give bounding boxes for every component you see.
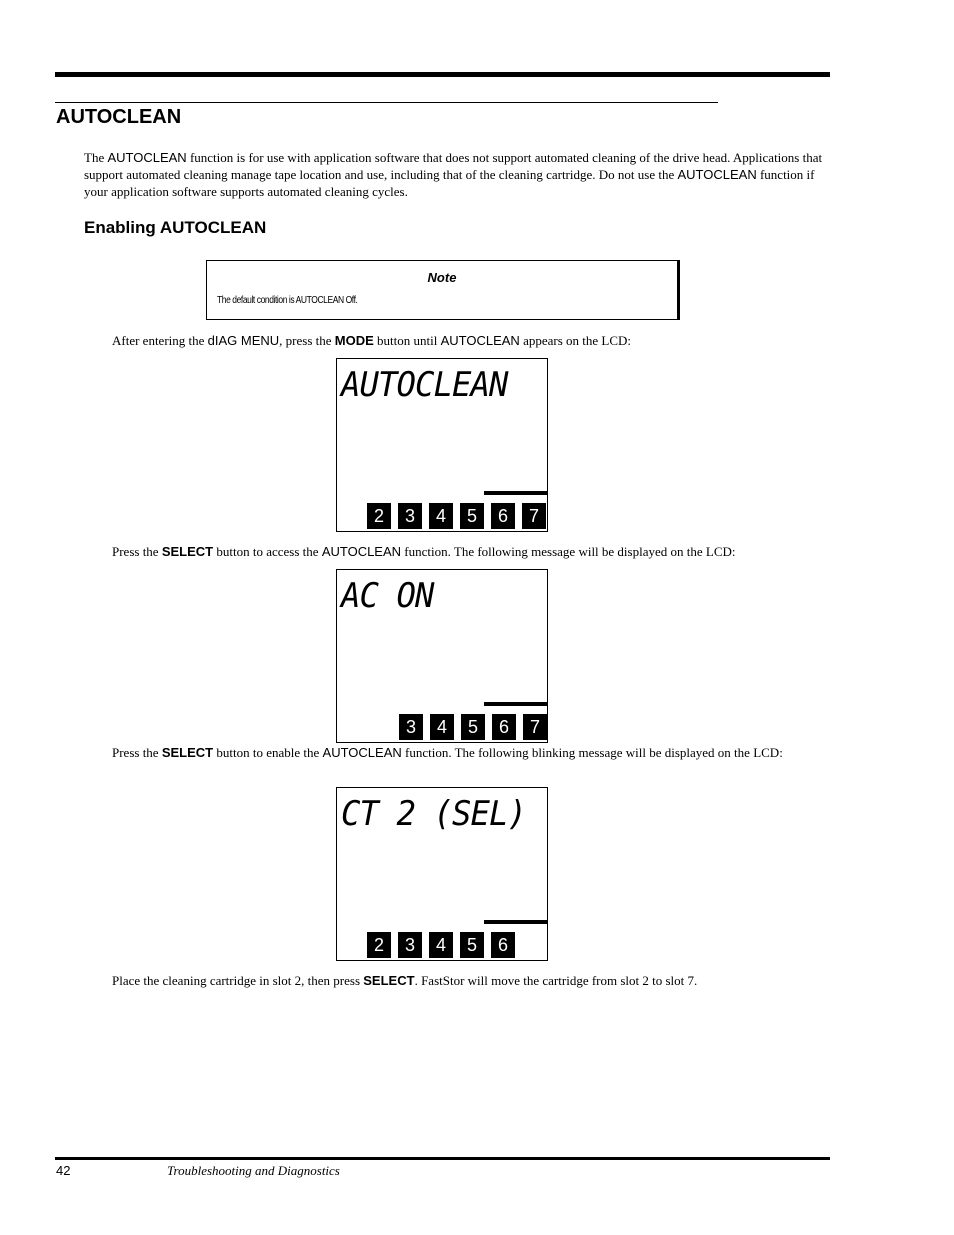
- slot-indicator: 7: [522, 503, 546, 529]
- section-heading: Enabling AUTOCLEAN: [84, 218, 267, 237]
- page-title: AUTOCLEAN: [56, 106, 182, 128]
- text-run: function if your application software supports automated cleaning cycles.: [84, 167, 815, 199]
- intro-paragraph: [84, 149, 829, 200]
- step-2-text: [112, 543, 832, 560]
- ui-term: SELECT: [363, 973, 415, 988]
- top-rule: [55, 72, 830, 77]
- lcd-text: AC ON: [341, 576, 434, 616]
- text-run: The: [84, 150, 108, 165]
- lcd-bar: [484, 491, 547, 495]
- ui-term: AUTOCLEAN: [440, 333, 520, 348]
- text-run: button to enable the: [213, 745, 323, 760]
- text-run: appears on the LCD:: [519, 333, 632, 348]
- text-run: function is for use with application software that does not support automated cleaning of the drive head. Applications that support automated cleaning manage tape location and use, including that of the cleaning cartridge. Do not use the: [84, 150, 823, 182]
- lcd-bar: [484, 702, 547, 706]
- lcd-bar: [484, 920, 547, 924]
- step-1-text: [112, 332, 812, 349]
- slot-indicator: 5: [460, 503, 484, 529]
- slot-indicator: 6: [491, 932, 515, 958]
- ui-term: AUTOCLEAN: [107, 150, 187, 165]
- title-rule: [55, 102, 718, 103]
- text-run: Place the cleaning cartridge in slot 2, then press: [112, 973, 364, 988]
- text-run: Press the: [112, 745, 162, 760]
- text-run: function. The following blinking message will be displayed on the LCD:: [401, 745, 783, 760]
- step-3-text: [112, 744, 812, 761]
- slot-indicator: 3: [398, 932, 422, 958]
- note-label: Note: [427, 270, 457, 285]
- lcd-display-autoclean: [336, 358, 548, 532]
- note-text: The default condition is AUTOCLEAN Off.: [217, 295, 358, 306]
- slot-indicator: 2: [367, 503, 391, 529]
- slot-indicator: 2: [367, 932, 391, 958]
- slot-indicator: 7: [523, 714, 547, 740]
- ui-term: MODE: [334, 333, 374, 348]
- slot-indicator: 3: [398, 503, 422, 529]
- text-run: Press the: [112, 544, 162, 559]
- note-box: [206, 260, 680, 320]
- page-number: 42: [56, 1163, 71, 1178]
- slot-indicator: 5: [460, 932, 484, 958]
- slot-indicator: 6: [492, 714, 516, 740]
- slot-indicator: 5: [461, 714, 485, 740]
- ui-term: SELECT: [161, 745, 214, 760]
- text-run: button to access the: [213, 544, 322, 559]
- ui-term: AUTOCLEAN: [677, 167, 757, 182]
- slot-indicator: 4: [429, 932, 453, 958]
- slot-indicator: 3: [399, 714, 423, 740]
- text-run: . FastStor will move the cartridge from slot 2 to slot 7.: [414, 973, 698, 988]
- footer-rule: [55, 1157, 830, 1160]
- footer-section-title: Troubleshooting and Diagnostics: [167, 1163, 340, 1178]
- slot-indicator: 4: [430, 714, 454, 740]
- ui-term: SELECT: [161, 544, 214, 559]
- slot-indicator: 4: [429, 503, 453, 529]
- lcd-display-ct2-sel: [336, 787, 548, 961]
- ui-term: AUTOCLEAN: [322, 745, 402, 760]
- lcd-display-ac-on: [336, 569, 548, 743]
- ui-term: AUTOCLEAN: [321, 544, 402, 559]
- text-run: function. The following message will be displayed on the LCD:: [401, 544, 736, 559]
- slot-indicator: 6: [491, 503, 515, 529]
- lcd-text: AUTOCLEAN: [341, 365, 508, 405]
- ui-term: dIAG MENU: [207, 333, 280, 348]
- text-run: After entering the: [112, 333, 208, 348]
- lcd-text: CT 2 (SEL): [341, 794, 526, 834]
- text-run: , press the: [279, 333, 335, 348]
- text-run: button until: [373, 333, 441, 348]
- step-4-text: [112, 972, 832, 989]
